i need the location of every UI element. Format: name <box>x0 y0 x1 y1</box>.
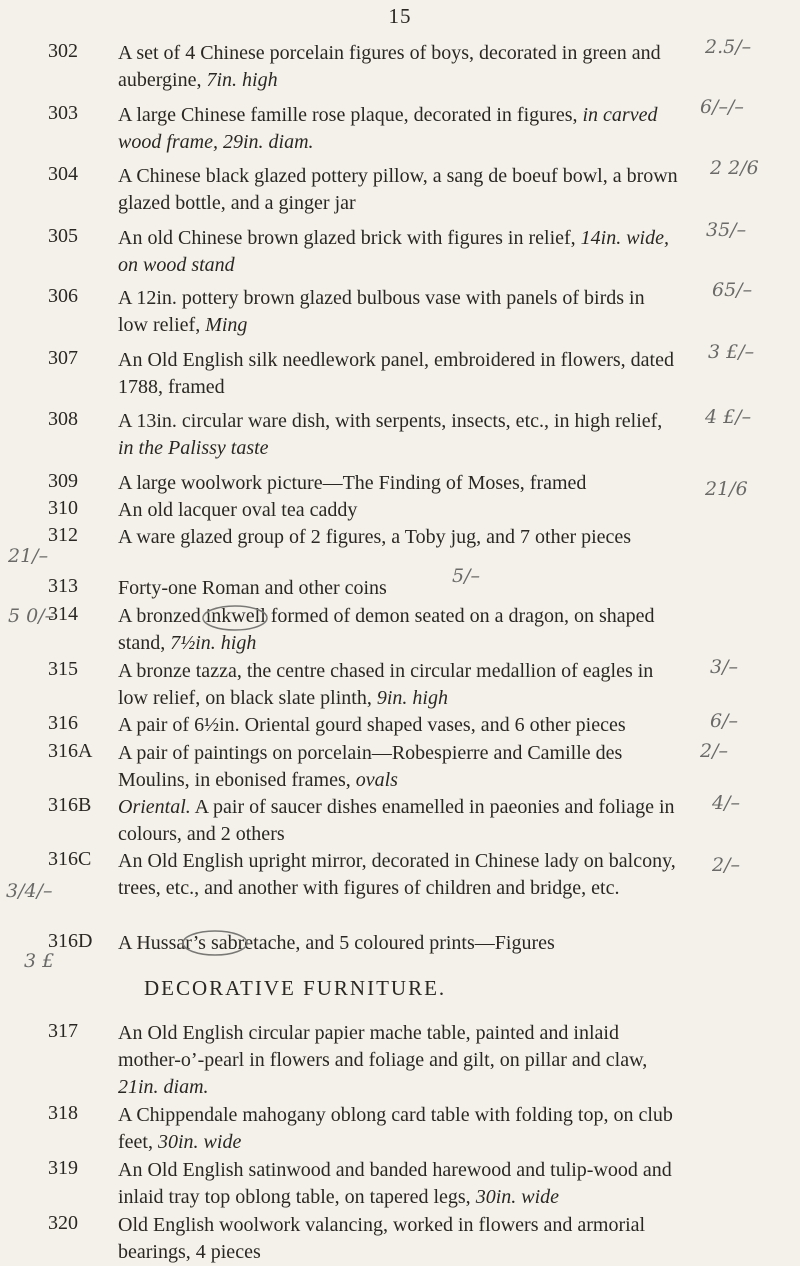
margin-note: 3/4/– <box>6 880 53 902</box>
circled-lot-mark <box>180 928 250 958</box>
handwritten-price: 2.5/– <box>705 36 752 58</box>
lot-number: 307 <box>48 347 78 369</box>
handwritten-price: 6/– <box>710 710 738 732</box>
lot-description: An Old English satinwood and banded harewood and tulip-wood and inlaid tray top oblong table, on tapered legs, 30in. wide <box>118 1159 672 1208</box>
lot-description: A Hussar’s sabretache, and 5 coloured prints—Figures <box>118 932 555 954</box>
lot-description: Oriental. A pair of saucer dishes enamelled in paeonies and foliage in colours, and 2 others <box>118 796 675 845</box>
lot-description: Old English woolwork valancing, worked in flowers and armorial bearings, 4 pieces <box>118 1214 646 1263</box>
lot-description: An old lacquer oval tea caddy <box>118 499 358 521</box>
lot-number: 319 <box>48 1157 78 1179</box>
lot-description: An Old English upright mirror, decorated in Chinese lady on balcony, trees, etc., and another with figures of children and bridge, etc. <box>118 850 676 899</box>
lot-number: 310 <box>48 497 78 519</box>
circled-lot-mark <box>200 603 270 633</box>
lot-description: A ware glazed group of 2 figures, a Toby jug, and 7 other pieces <box>118 526 632 548</box>
handwritten-price: 5/– <box>452 565 480 587</box>
lot-description: Forty-one Roman and other coins <box>118 577 387 599</box>
handwritten-price: 4 £/– <box>705 406 752 428</box>
handwritten-price: 2/– <box>712 854 740 876</box>
lot-description: A Chippendale mahogany oblong card table with folding top, on club feet, 30in. wide <box>118 1104 673 1153</box>
lot-number: 302 <box>48 40 78 62</box>
margin-note: 3 £ <box>24 950 55 972</box>
lot-number: 303 <box>48 102 78 124</box>
lot-number: 316A <box>48 740 93 762</box>
lot-number: 306 <box>48 285 78 307</box>
lot-description: A 13in. circular ware dish, with serpents, insects, etc., in high relief, in the Palissy taste <box>118 410 663 459</box>
margin-note: 21/– <box>8 545 49 567</box>
lot-number: 320 <box>48 1212 78 1234</box>
lot-description: A set of 4 Chinese porcelain figures of boys, decorated in green and aubergine, 7in. high <box>118 42 661 91</box>
handwritten-price: 3 £/– <box>708 341 755 363</box>
handwritten-price: 3/– <box>710 656 738 678</box>
lot-number: 308 <box>48 408 78 430</box>
lot-number: 312 <box>48 524 78 546</box>
lot-description: A pair of 6½in. Oriental gourd shaped vases, and 6 other pieces <box>118 714 626 736</box>
lot-number: 316C <box>48 848 92 870</box>
lot-number: 318 <box>48 1102 78 1124</box>
lot-number: 315 <box>48 658 78 680</box>
lot-number: 317 <box>48 1020 78 1042</box>
section-heading: DECORATIVE FURNITURE. <box>144 976 447 1000</box>
lot-number: 316B <box>48 794 92 816</box>
lot-description: A large Chinese famille rose plaque, decorated in figures, in carved wood frame, 29in. diam. <box>118 104 658 153</box>
handwritten-price: 35/– <box>706 219 747 241</box>
lot-description: An Old English circular papier mache table, painted and inlaid mother-o’-pearl in flowers and foliage and gilt, on pillar and claw, 21in. diam. <box>118 1022 648 1098</box>
lot-number: 305 <box>48 225 78 247</box>
lot-description: A pair of paintings on porcelain—Robespierre and Camille des Moulins, in ebonised frames, ovals <box>118 742 623 791</box>
lot-number: 314 <box>48 603 78 625</box>
handwritten-price: 6/–/– <box>700 96 744 118</box>
handwritten-price: 21/6 <box>705 478 748 500</box>
lot-number: 304 <box>48 163 78 185</box>
lot-description: A 12in. pottery brown glazed bulbous vase with panels of birds in low relief, Ming <box>118 287 645 336</box>
lot-description: A Chinese black glazed pottery pillow, a sang de boeuf bowl, a brown glazed bottle, and a ginger jar <box>118 165 678 214</box>
handwritten-price: 4/– <box>712 792 740 814</box>
lot-description: A large woolwork picture—The Finding of Moses, framed <box>118 472 587 494</box>
lot-description: A bronzed inkwell formed of demon seated on a dragon, on shaped stand, 7½in. high <box>118 605 655 654</box>
handwritten-price: 65/– <box>712 279 753 301</box>
lot-description: An Old English silk needlework panel, embroidered in flowers, dated 1788, framed <box>118 349 674 398</box>
lot-number: 316 <box>48 712 78 734</box>
lot-description: A bronze tazza, the centre chased in circular medallion of eagles in low relief, on black slate plinth, 9in. high <box>118 660 654 709</box>
page-number: 15 <box>388 4 412 28</box>
handwritten-price: 2/– <box>700 740 728 762</box>
handwritten-price: 2 2/6 <box>710 157 759 179</box>
lot-number: 316D <box>48 930 93 952</box>
lot-description: An old Chinese brown glazed brick with figures in relief, 14in. wide, on wood stand <box>118 227 669 276</box>
margin-note: 5 0/– <box>8 605 55 627</box>
lot-number: 309 <box>48 470 78 492</box>
lot-number: 313 <box>48 575 78 597</box>
